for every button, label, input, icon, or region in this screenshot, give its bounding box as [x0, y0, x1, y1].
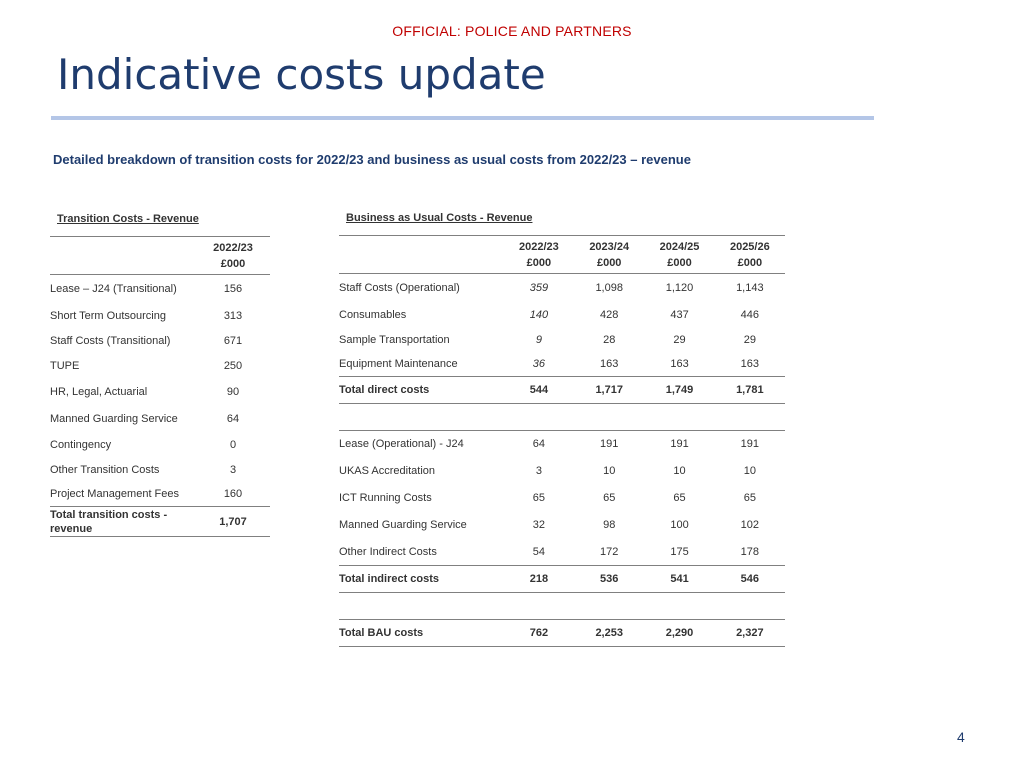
- col-unit: £000: [526, 256, 552, 269]
- table-row: [50, 354, 270, 379]
- bau-header-row: [339, 236, 785, 274]
- cell-value: 102: [740, 519, 760, 531]
- spacer-cell: [715, 593, 785, 620]
- row-label: ICT Running Costs: [339, 492, 432, 504]
- transition-header-row: [50, 237, 270, 275]
- cell-value: 10: [743, 465, 756, 477]
- row-label: Contingency: [50, 438, 112, 451]
- total-label: Total direct costs: [339, 377, 504, 404]
- table-row: [339, 328, 785, 352]
- transition-costs-table: [50, 236, 270, 537]
- row-label: Sample Transportation: [339, 333, 450, 346]
- cell-value: 64: [532, 438, 546, 451]
- table-row: [50, 432, 270, 458]
- row-label: Consumables: [339, 308, 407, 321]
- row-value: 156: [223, 282, 243, 295]
- title-divider: [51, 116, 874, 120]
- total-value: 2,253: [574, 620, 644, 647]
- table-row: [50, 275, 270, 303]
- cell-value: 29: [743, 333, 756, 346]
- total-value: 541: [644, 566, 714, 593]
- cell-value: 36: [532, 357, 546, 370]
- row-label: Short Term Outsourcing: [50, 309, 166, 322]
- total-value: 762: [504, 620, 574, 647]
- cell-value: 32: [532, 519, 546, 531]
- col-unit: £000: [596, 256, 622, 269]
- row-label: HR, Legal, Actuarial: [50, 386, 148, 398]
- total-label: Total indirect costs: [339, 566, 504, 593]
- cell-value: 175: [670, 545, 689, 558]
- spacer-cell: [715, 404, 785, 431]
- cell-value: 10: [673, 465, 686, 477]
- total-direct-row: [339, 377, 785, 404]
- table-row: [50, 379, 270, 406]
- cell-value: 191: [670, 438, 689, 451]
- spacer-cell: [504, 404, 574, 431]
- transition-column-header: [196, 237, 270, 275]
- col-year: 2024/25: [659, 240, 700, 253]
- col-year: 2023/24: [589, 240, 630, 253]
- row-value: 250: [223, 360, 243, 372]
- table-row: [50, 406, 270, 432]
- bau-column-header: [644, 236, 714, 274]
- row-value: 64: [226, 412, 240, 425]
- spacer-cell: [339, 404, 504, 431]
- cell-value: 437: [670, 308, 689, 321]
- table-row: [339, 512, 785, 539]
- table-row: [339, 485, 785, 512]
- row-label: Staff Costs (Transitional): [50, 335, 171, 347]
- row-value: 313: [223, 309, 243, 322]
- cell-value: 1,098: [595, 281, 623, 294]
- classification-label: OFFICIAL: POLICE AND PARTNERS: [392, 23, 632, 39]
- cell-value: 65: [603, 492, 616, 504]
- spacer-row: [339, 593, 785, 620]
- row-label: Staff Costs (Operational): [339, 281, 460, 294]
- cell-value: 163: [740, 357, 760, 370]
- cell-value: 172: [600, 545, 619, 558]
- transition-header-blank: [50, 237, 196, 275]
- row-label: Equipment Maintenance: [339, 357, 458, 370]
- row-value: 671: [223, 335, 243, 347]
- cell-value: 191: [740, 438, 760, 451]
- row-label: TUPE: [50, 360, 80, 372]
- cell-value: 359: [529, 281, 549, 294]
- total-value: 536: [574, 566, 644, 593]
- transition-total-row: [50, 507, 270, 537]
- cell-value: 65: [532, 492, 546, 504]
- table-row: [339, 458, 785, 485]
- bau-header-blank: [339, 236, 504, 274]
- table-row: [339, 352, 785, 377]
- row-label: Other Transition Costs: [50, 464, 160, 476]
- spacer-cell: [644, 593, 714, 620]
- spacer-cell: [339, 593, 504, 620]
- row-value: 0: [229, 438, 237, 451]
- total-value: 1,717: [574, 377, 644, 404]
- row-value: 90: [226, 386, 240, 398]
- bau-costs-table: [339, 235, 785, 647]
- bau-column-header: [715, 236, 785, 274]
- row-label: Project Management Fees: [50, 488, 180, 501]
- table-row: [339, 274, 785, 302]
- cell-value: 140: [529, 308, 549, 321]
- cell-value: 1,143: [736, 281, 764, 294]
- row-label: Manned Guarding Service: [50, 412, 178, 425]
- total-value: 544: [504, 377, 574, 404]
- table-row: [339, 539, 785, 566]
- table-row: [339, 431, 785, 458]
- row-value: 3: [229, 464, 237, 476]
- spacer-cell: [644, 404, 714, 431]
- table-row: [50, 458, 270, 483]
- row-label: Manned Guarding Service: [339, 519, 467, 531]
- total-label: Total transition costs - revenue: [50, 507, 196, 537]
- total-value: 546: [715, 566, 785, 593]
- bau-column-header: [574, 236, 644, 274]
- bau-column-header: [504, 236, 574, 274]
- cell-value: 446: [740, 308, 760, 321]
- total-value: 1,749: [644, 377, 714, 404]
- total-value: 1,707: [196, 507, 270, 537]
- col-unit: £000: [667, 256, 692, 269]
- row-label: Lease (Operational) - J24: [339, 438, 464, 451]
- table-row: [339, 302, 785, 328]
- table-row: [50, 303, 270, 329]
- total-value: 2,290: [644, 620, 714, 647]
- total-value: 218: [504, 566, 574, 593]
- cell-value: 191: [600, 438, 619, 451]
- cell-value: 54: [532, 545, 546, 558]
- table-row: [50, 483, 270, 507]
- total-value: 2,327: [715, 620, 785, 647]
- spacer-cell: [574, 404, 644, 431]
- spacer-cell: [574, 593, 644, 620]
- page-subtitle: Detailed breakdown of transition costs for 2022/23 and business as usual costs from 2022/23 – revenue: [53, 152, 691, 167]
- cell-value: 1,120: [665, 281, 694, 294]
- cell-value: 65: [673, 492, 686, 504]
- row-label: UKAS Accreditation: [339, 465, 435, 477]
- transition-col-unit: £000: [220, 257, 246, 270]
- transition-col-year: 2022/23: [213, 241, 253, 254]
- transition-section-title: Transition Costs - Revenue: [57, 213, 199, 225]
- cell-value: 9: [535, 333, 542, 346]
- cell-value: 428: [600, 308, 619, 321]
- bau-section-title: Business as Usual Costs - Revenue: [346, 212, 533, 224]
- total-label: Total BAU costs: [339, 620, 504, 647]
- cell-value: 100: [670, 519, 689, 531]
- col-year: 2022/23: [519, 240, 559, 253]
- row-value: 160: [223, 488, 243, 501]
- row-label: Lease – J24 (Transitional): [50, 282, 177, 295]
- cell-value: 163: [670, 357, 689, 370]
- spacer-cell: [504, 593, 574, 620]
- total-value: 1,781: [715, 377, 785, 404]
- col-unit: £000: [737, 256, 763, 269]
- page-title: Indicative costs update: [57, 50, 546, 99]
- cell-value: 178: [740, 545, 760, 558]
- cell-value: 10: [603, 465, 616, 477]
- cell-value: 3: [535, 465, 542, 477]
- cell-value: 65: [743, 492, 756, 504]
- cell-value: 98: [603, 519, 616, 531]
- cell-value: 29: [673, 333, 686, 346]
- total-bau-row: [339, 620, 785, 647]
- col-year: 2025/26: [729, 240, 770, 253]
- cell-value: 163: [600, 357, 619, 370]
- total-indirect-row: [339, 566, 785, 593]
- page-number: 4: [957, 729, 965, 745]
- table-row: [50, 329, 270, 354]
- cell-value: 28: [603, 333, 616, 346]
- row-label: Other Indirect Costs: [339, 545, 437, 558]
- spacer-row: [339, 404, 785, 431]
